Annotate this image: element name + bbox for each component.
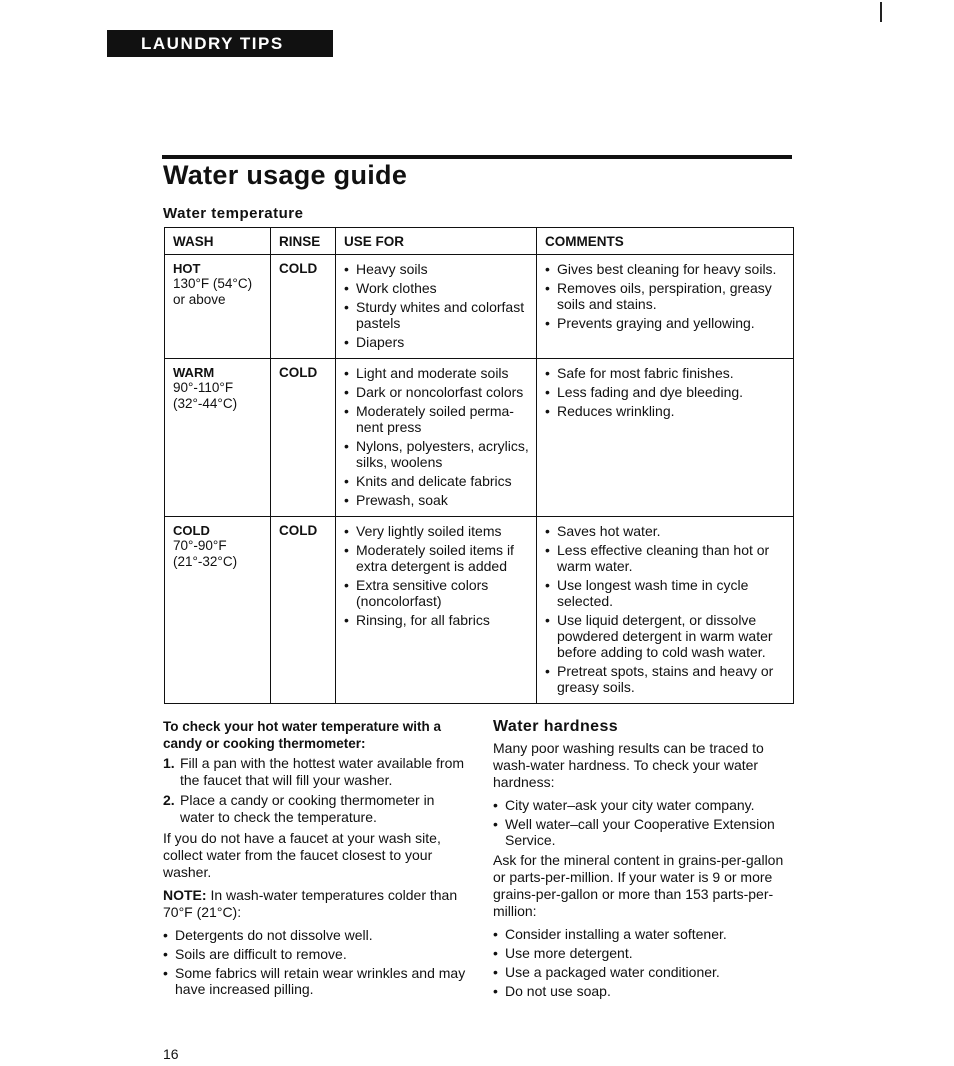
temp-range: 70°-90°F — [173, 538, 227, 553]
list-item: • Use longest wash time in cycle selected. — [545, 577, 787, 609]
step-text: Fill a pan with the hottest water available from the faucet that will fill your washer. — [180, 755, 465, 788]
rinse-cell: COLD — [271, 359, 336, 517]
temp-range-2: (21°-32°C) — [173, 554, 238, 569]
list-item: • Reduces wrinkling. — [545, 403, 787, 419]
list-item: • Rinsing, for all fabrics — [344, 612, 530, 628]
list-item: • Consider installing a water softener. — [493, 926, 793, 942]
list-item: • Diapers — [344, 334, 530, 350]
list-item: • Moderately soiled perma-nent press — [344, 403, 530, 435]
temp-range-2: (32°-44°C) — [173, 396, 238, 411]
temp-range: 90°-110°F — [173, 380, 234, 395]
list-item: • Removes oils, perspiration, greasy soils and stains. — [545, 280, 787, 312]
note-bullets — [163, 927, 468, 997]
temp-name: WARM — [173, 365, 215, 380]
thermometer-section — [163, 718, 468, 1000]
table-row-cold — [165, 517, 794, 704]
note-paragraph — [163, 887, 468, 921]
water-temperature-table — [164, 227, 794, 704]
page-title: Water usage guide — [163, 160, 408, 190]
step-text: Place a candy or cooking thermometer in water to check the temperature. — [180, 792, 435, 825]
list-item: • Use a packaged water conditioner. — [493, 964, 793, 980]
use-for-cell — [336, 517, 537, 704]
comments-cell — [537, 255, 794, 359]
water-temperature-heading: Water temperature — [163, 205, 304, 222]
comments-cell — [537, 517, 794, 704]
hardness-intro: Many poor washing results can be traced to wash-water hardness. To check your water hardness: — [493, 740, 764, 790]
list-item: • Dark or noncolorfast colors — [344, 384, 530, 400]
list-item: • Use liquid detergent, or dissolve powdered detergent in warm water before adding to cold wash water. — [545, 612, 787, 660]
list-item: • Less fading and dye bleeding. — [545, 384, 787, 400]
section-tab: LAUNDRY TIPS — [107, 30, 333, 57]
step-number: 2. — [163, 792, 175, 808]
mineral-content-text: Ask for the mineral content in grains-per-gallon or parts-per-million. If your water is 9 or more grains-per-gallon or more than 153 parts-per-million: — [493, 852, 784, 919]
title-rule — [162, 155, 792, 159]
list-item: • Detergents do not dissolve well. — [163, 927, 468, 943]
list-item: • Saves hot water. — [545, 523, 787, 539]
list-item: • Some fabrics will retain wear wrinkles and may have increased pilling. — [163, 965, 468, 997]
temp-range-2: or above — [173, 292, 226, 307]
note-text: In wash-water temperatures colder than 70°F (21°C): — [163, 887, 458, 920]
list-item: • Pretreat spots, stains and heavy or greasy soils. — [545, 663, 787, 695]
use-for-cell — [336, 255, 537, 359]
list-item: • Prevents graying and yellowing. — [545, 315, 787, 331]
list-item: • Less effective cleaning than hot or warm water. — [545, 542, 787, 574]
wash-cell — [165, 359, 271, 517]
list-item: • Sturdy whites and colorfast pastels — [344, 299, 530, 331]
list-item: • Extra sensitive colors (noncolorfast) — [344, 577, 530, 609]
list-item: • Soils are difficult to remove. — [163, 946, 468, 962]
list-item — [163, 792, 468, 826]
temp-name: HOT — [173, 261, 201, 276]
list-item: • Do not use soap. — [493, 983, 793, 999]
hardness-remedy-bullets — [493, 926, 793, 999]
list-item: • Well water–call your Cooperative Extension Service. — [493, 816, 793, 848]
comments-cell — [537, 359, 794, 517]
list-item — [163, 755, 468, 789]
list-item: • Moderately soiled items if extra detergent is added — [344, 542, 530, 574]
thermometer-steps — [163, 755, 468, 826]
wash-cell — [165, 255, 271, 359]
temp-name: COLD — [173, 523, 210, 538]
thermometer-intro: To check your hot water temperature with a candy or cooking thermometer: — [163, 719, 442, 751]
col-header-use-for: USE FOR — [336, 228, 537, 255]
wash-cell — [165, 517, 271, 704]
list-item: • Safe for most fabric finishes. — [545, 365, 787, 381]
rinse-cell: COLD — [271, 255, 336, 359]
list-item: • Work clothes — [344, 280, 530, 296]
list-item: • Knits and delicate fabrics — [344, 473, 530, 489]
list-item: • Very lightly soiled items — [344, 523, 530, 539]
list-item: • Use more detergent. — [493, 945, 793, 961]
margin-mark — [880, 2, 882, 22]
col-header-rinse: RINSE — [271, 228, 336, 255]
list-item: • Prewash, soak — [344, 492, 530, 508]
note-label: NOTE: — [163, 887, 207, 903]
list-item: • City water–ask your city water company. — [493, 797, 793, 813]
rinse-cell: COLD — [271, 517, 336, 704]
list-item: • Heavy soils — [344, 261, 530, 277]
water-hardness-heading: Water hardness — [493, 718, 619, 735]
list-item: • Gives best cleaning for heavy soils. — [545, 261, 787, 277]
table-row-warm — [165, 359, 794, 517]
hardness-check-bullets — [493, 797, 793, 848]
list-item: • Light and moderate soils — [344, 365, 530, 381]
water-hardness-section — [493, 718, 793, 1002]
col-header-wash: WASH — [165, 228, 271, 255]
table-row-hot — [165, 255, 794, 359]
step-number: 1. — [163, 755, 175, 771]
no-faucet-text: If you do not have a faucet at your wash site, collect water from the faucet closest to your washer. — [163, 830, 441, 880]
page-number: 16 — [163, 1046, 179, 1062]
temp-range: 130°F (54°C) — [173, 276, 253, 291]
list-item: • Nylons, polyesters, acrylics, silks, woolens — [344, 438, 530, 470]
table-header-row — [165, 228, 794, 255]
use-for-cell — [336, 359, 537, 517]
col-header-comments: COMMENTS — [537, 228, 794, 255]
